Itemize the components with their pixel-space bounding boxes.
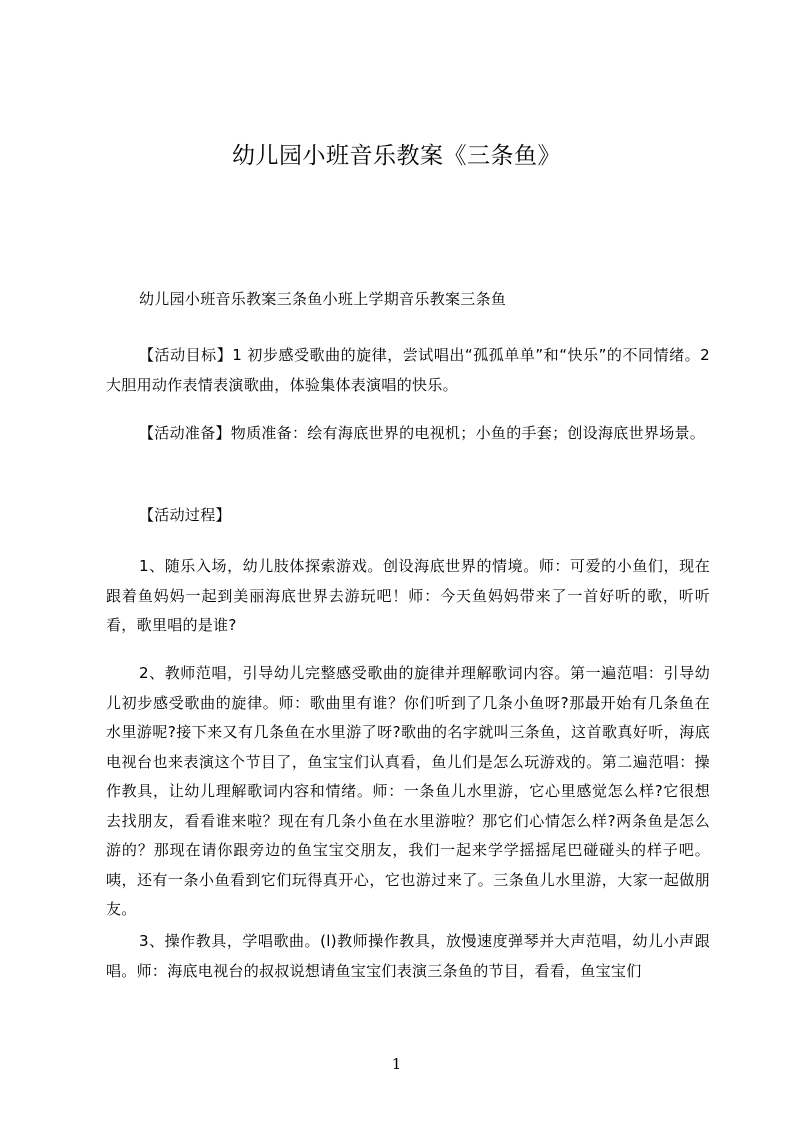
document-title: 幼儿园小班音乐教案《三条鱼》 bbox=[232, 143, 561, 169]
paragraph-activity-preparation: 【活动准备】物质准备：绘有海底世界的电视机；小鱼的手套；创设海底世界场景。 bbox=[139, 424, 706, 442]
page-number: 1 bbox=[391, 1055, 402, 1073]
paragraph-intro: 幼儿园小班音乐教案三条鱼小班上学期音乐教案三条鱼 bbox=[139, 290, 507, 308]
paragraph-activity-goals: 【活动目标】1 初步感受歌曲的旋律，尝试唱出“孤孤单单”和“快乐”的不同情绪。2 大胆用动作表情表演歌曲，体验集体表演唱的快乐。 bbox=[106, 346, 710, 394]
paragraph-step-2: 2、教师范唱，引导幼儿完整感受歌曲的旋律并理解歌词内容。第一遍范唱：引导幼儿初步感受歌曲的旋律。师：歌曲里有谁？你们听到了几条小鱼呀?那最开始有几条鱼在水里游呢?接下来又有几条鱼在水里游了呀?歌曲的名字就叫三条鱼，这首歌真好听，海底电视台也来表演这个节目了，鱼宝宝们认真看，鱼儿们是怎么玩游戏的。第二遍范唱：操作教具，让幼儿理解歌词内容和情绪。师：一条鱼儿水里游，它心里感觉怎么样?它很想去找朋友，看看谁来啦？现在有几条小鱼在水里游啦？那它们心情怎么样?两条鱼是怎么游的？那现在请你跟旁边的鱼宝宝交朋友，我们一起来学学摇摇尾巴碰碰头的样子吧。咦，还有一条小鱼看到它们玩得真开心，它也游过来了。三条鱼儿水里游，大家一起做朋友。 bbox=[106, 664, 710, 918]
paragraph-step-1: 1、随乐入场，幼儿肢体探索游戏。创设海底世界的情境。师：可爱的小鱼们，现在跟着鱼妈妈一起到美丽海底世界去游玩吧！师：今天鱼妈妈带来了一首好听的歌，听听看，歌里唱的是谁? bbox=[106, 557, 710, 634]
paragraph-step-3: 3、操作教具，学唱歌曲。(l)教师操作教具，放慢速度弹琴并大声范唱，幼儿小声跟唱。师：海底电视台的叔叔说想请鱼宝宝们表演三条鱼的节目，看看，鱼宝宝们 bbox=[106, 932, 710, 980]
paragraph-activity-process-heading: 【活动过程】 bbox=[139, 506, 231, 524]
